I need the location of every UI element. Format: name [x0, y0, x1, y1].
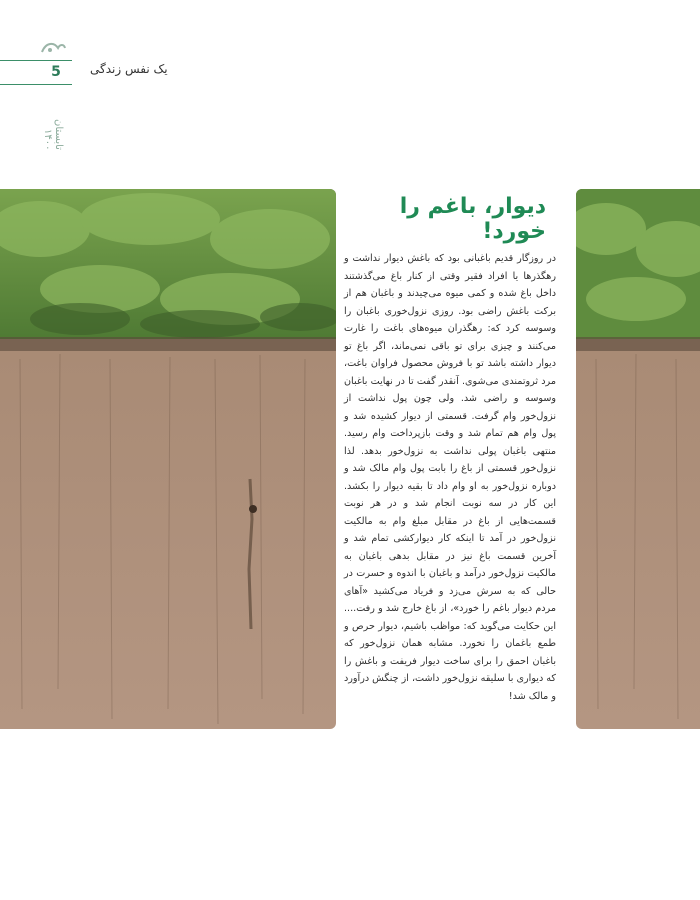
issue-date: تابستان ۱۴۰۰: [42, 119, 64, 150]
header-rule-top: [0, 60, 72, 61]
header-rule-bottom: [0, 84, 72, 85]
wall-photo: [0, 189, 336, 729]
magazine-logo-icon: [40, 40, 66, 56]
article-body: در روزگار قدیم باغبانی بود که باغش دیوار نداشت و رهگذرها یا افراد فقیر وقتی از کنار باغ می‌گذشتند داخل باغ شده و کمی میوه می‌چیدند و باغبان هم از برکت باغش راضی بود. روزی نزول‌خوری باغبان را وسوسه کرد که: رهگذران میوه‌های باغت را غارت می‌کنند و چیزی برای تو باقی نمی‌ماند، اگر باغ تو دیوار داشته باشد تو با فروش محصول فراوان باغت، مرد ثروتمندی می‌شوی. آنقدر گفت تا در نهایت باغبان وسوسه و راضی شد. ولی چون پول نداشت از نزول‌خور وام گرفت. قسمتی از دیوار کشیده شد و پول وام هم تمام شد و وقت بازپرداخت وام رسید. منتهی باغبان پولی نداشت به نزول‌خور بدهد. لذا نزول‌خور قسمتی از باغ را بابت پول وام مالک شد و دوباره نزول‌خور به او وام داد تا بقیه دیوار را بکشد. این کار در سه نوبت انجام شد و در هر نوبت قسمت‌هایی از باغ در مقابل مبلغ وام به مالکیت نزول‌خور در آمد تا اینکه کار دیوارکشی تمام شد و آخرین قسمت باغ نیز در مقابل بدهی باغبان به مالکیت نزول‌خور درآمد و باغبان با اندوه و حسرت در حالی که به سرش می‌زد و فریاد می‌کشید «آهای مردم دیوار باغم را خورد»، از باغ خارج شد و رفت.... این حکایت می‌گوید که: مواظب باشیم، دیوار حرص و طمع باغمان را نخورد. مشابه همان نزول‌خور که باغبان احمق را برای ساخت دیوار فریفت و باغش را که دیواری با سلیقه نزول‌خور داشت، از چنگش درآورد و مالک شد!: [344, 253, 556, 702]
wall-photo-partial: [576, 189, 700, 729]
section-title: یک نفس زندگی: [90, 62, 168, 76]
page-number: 5: [51, 64, 61, 80]
article-title: دیوار، باغم را خورد!: [399, 194, 546, 244]
